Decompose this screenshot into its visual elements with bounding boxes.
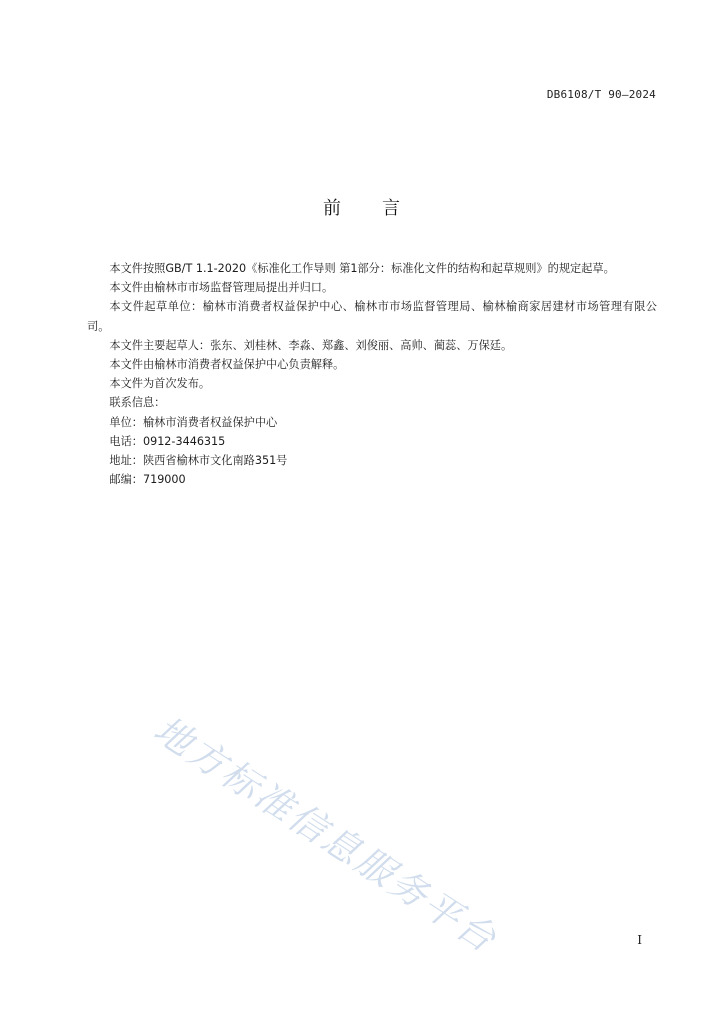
paragraph-first-release: 本文件为首次发布。 [109,377,211,391]
contact-phone: 电话：0912-3446315 [109,434,226,448]
title-char-1: 前 [323,198,342,219]
title-char-2: 言 [382,198,401,219]
paragraph-drafting-basis: 本文件按照GB/T 1.1-2020《标准化工作导则 第1部分：标准化文件的结构和起草规则》的规定起草。 [109,262,615,275]
page-title [0,194,724,220]
paragraph-interpretation: 本文件由榆林市消费者权益保护中心负责解释。 [109,358,345,372]
contact-address: 地址：陕西省榆林市文化南路351号 [109,454,288,468]
document-code: DB6108/T 90—2024 [546,88,656,101]
watermark: 地方标准信息服务平台 [146,707,506,962]
paragraph-main-drafters: 本文件主要起草人：张东、刘桂林、李淼、郑鑫、刘俊丽、高帅、蔺蕊、万保廷。 [109,338,513,352]
foreword-body [87,259,657,489]
paragraph-proposer: 本文件由榆林市市场监督管理局提出并归口。 [109,281,334,295]
contact-heading: 联系信息： [109,396,166,410]
contact-unit: 单位：榆林市消费者权益保护中心 [109,415,278,429]
paragraph-drafting-units: 本文件起草单位：榆林市消费者权益保护中心、榆林市市场监督管理局、榆林榆商家居建材市场管理有限公司。 [87,300,657,333]
page-number: I [637,933,642,947]
contact-postcode: 邮编：719000 [109,473,186,487]
